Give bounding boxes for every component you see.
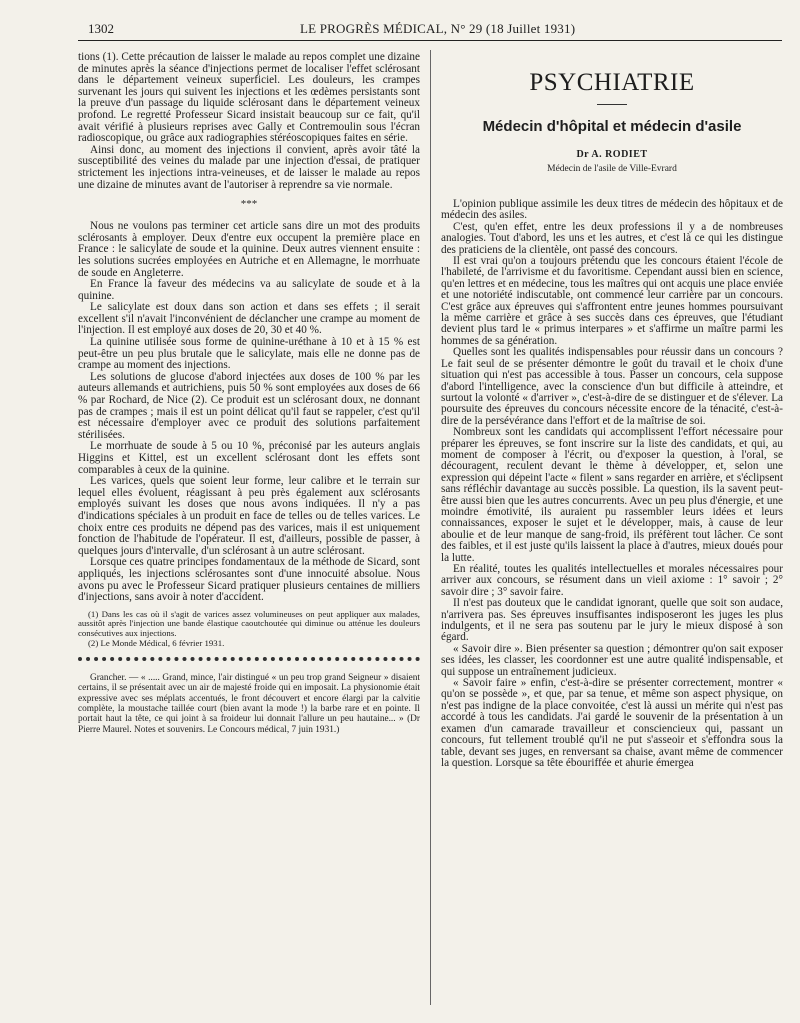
paragraph: C'est, qu'en effet, entre les deux professions il y a de nombreuses analogies. Tout d'abord, les uns et les autres, et c'est là ce qui les distingue des praticiens de la clientèle, ont passé des concours. xyxy=(441,220,783,256)
footnote: (2) Le Monde Médical, 6 février 1931. xyxy=(88,637,225,648)
footnotes xyxy=(78,610,420,648)
paragraph: Le morrhuate de soude à 5 ou 10 %, préconisé par les auteurs anglais Higgins et Kittel, est un excellent sclérosant dont les effets sont comparables à ceux de la quinine. xyxy=(78,440,420,476)
page-header xyxy=(88,20,782,38)
left-article-body xyxy=(78,52,420,604)
paragraph: Nombreux sont les candidats qui accomplissent l'effort nécessaire pour préparer les épreuves, se font inscrire sur la liste des candidats, et qui, au moment de composer à l'écrit, ou d'exposer la question, à l'oral, se découragent, reculent devant le thème à développer, et, selon une expression qui dépeint l'acte « filent » sans regarder en arrière, et s'éclipsent sans réfléchir davantage au succès possible. La question, ils la savent peut-être aussi bien que les autres concurrents. Avec un peu plus d'énergie, et une moindre émotivité, ils auraient pu rassembler leurs idées et leurs connaissances, exposer le sujet et le développer, mais, à cause de leur aboulie et de leur manque de sang-froid, ils préfèrent tout lâcher. Ce sont des faibles, et il est juste qu'ils laissent la place à d'autres, mieux doués pour la lutte. xyxy=(441,426,783,564)
excerpt-block xyxy=(78,673,420,735)
running-title: LE PROGRÈS MÉDICAL, N° 29 (18 Juillet 1931) xyxy=(300,21,576,36)
column-divider xyxy=(430,50,431,1005)
paragraph: Nous ne voulons pas terminer cet article sans dire un mot des produits sclérosants à employer. Deux d'entre eux occupent la première place en France : le salicylate de soude et la quinine. Deux autres viennent ensuite : les solutions sucrées employées en Autriche et en Allemagne, le morrhuate de soude en Angleterre. xyxy=(78,220,420,279)
paragraph: « Savoir dire ». Bien présenter sa question ; démontrer qu'on sait exposer ses idées, les classer, les coordonner est une autre qualité indispensable, et qui suppose un entraînement judicieux. xyxy=(441,642,783,678)
paragraph: Le salicylate est doux dans son action et dans ses effets ; il serait excellent s'il n'avait l'inconvénient de déclancher une crampe au moment de l'injection. Il est employé aux doses de 20, 30 et 40 %. xyxy=(78,301,420,337)
paragraph: En réalité, toutes les qualités intellectuelles et morales nécessaires pour arriver aux concours, se résument dans un vieil axiome : 1° savoir ; 2° savoir dire ; 3° savoir faire. xyxy=(441,563,783,598)
paragraph: tions (1). Cette précaution de laisser le malade au repos complet une dizaine de minutes après la séance d'injections permet de localiser l'effet sclérosant dans le département veineux superficiel. Les douleurs, les crampes survenant les jours qui suivent les injections et les œdèmes persistants sont la preuve d'un passage du liquide sclérosant dans le département veineux profond. Le regretté Professeur Sicard insistait beaucoup sur ce fait, qu'il avait vérifié à plusieurs reprises avec Gally et Contremoulin sous l'écran radioscopique, ou grâce aux radiographies stéréoscopiques faites en série. xyxy=(78,51,420,145)
paragraph: La quinine utilisée sous forme de quinine-uréthane à 10 et à 15 % est peut-être un peu plus brutale que le salicylate, mais elle ne donne pas de crampe au moment des injections. xyxy=(78,336,420,372)
article-title: Médecin d'hôpital et médecin d'asile xyxy=(482,118,742,135)
right-article-body xyxy=(441,199,783,769)
paragraph: Il est vrai qu'on a toujours prétendu que les concours étaient l'école de l'habileté, de l'arrivisme et du favoritisme. Cependant aussi bien en science, qu'en lettres et en médecine, tous les maîtres qui ont acquis une place enviée et une notoriété indiscutable, ont commencé leur carrière par un concours. C'est grâce aux épreuves qui s'affrontent entre jeunes hommes poursuivant la même carrière et grâce à ses succès dans ces épreuves, que l'étudiant devient plus tard le « primus interpares » et s'affirme un maître parmi les hommes de sa génération. xyxy=(441,255,783,347)
paragraph: Les solutions de glucose d'abord injectées aux doses de 100 % par les auteurs allemands et autrichiens, puis 50 % sont employées aux doses de 66 % par Rochard, de Nice (2). Ce produit est un sclérosant doux, ne donnant pas de crampes ; mais il est un point délicat qu'il faut se rappeler, c'est qu'il est nécessaire d'employer avec ce produit des solutions parfaitement stérilisées. xyxy=(78,370,420,441)
right-column xyxy=(441,52,783,769)
excerpt-text: Grancher. — « ..... Grand, mince, l'air distingué « un peu trop grand Seigneur » disaient certains, il se présentait avec un air de majesté froide qui en imposait. La physionomie était expressive avec ses méplats accentués, le front découvert et encore élargi par la calvitie complète, la moustache taillée court (bien avant la mode !) la barbe rare et en pointe. Il portait haut la tête, ce qui joint à sa froideur lui donnait l'allure un peu hautaine... » (Dr Pierre Maurel. Notes et souvenirs. Le Concours médical, 7 juin 1931.) xyxy=(78,673,420,735)
footnote: (1) Dans les cas où il s'agit de varices assez volumineuses on peut appliquer aux malades, aussitôt après l'injection une bande élastique caoutchoutée qui diminue ou atténue les douleurs consécutives aux injections. xyxy=(78,608,420,638)
dotted-separator xyxy=(78,657,420,665)
header-rule xyxy=(78,40,782,41)
section-break-stars: *** xyxy=(240,198,258,211)
page-number: 1302 xyxy=(88,21,114,36)
paragraph: Lorsque ces quatre principes fondamentaux de la méthode de Sicard, sont appliqués, les injections sclérosantes sont d'une innocuité absolue. Nous avons pu avec le Professeur Sicard pratiquer plusieurs centaines de milliers d'injections, sans avoir à noter d'accident. xyxy=(78,556,420,604)
paragraph: Quelles sont les qualités indispensables pour réussir dans un concours ? Le fait seul de se présenter démontre le goût du travail et le choix d'une situation qui n'est pas accessible à tous. Passer un concours, cela suppose d'abord l'intelligence, avec la conscience d'un but difficile à atteindre, et surtout la volonté « d'arriver », c'est-à-dire de se distinguer et de s'élever. La poursuite des épreuves du concours nécessite encore de la ténacité, c'est-à-dire de la persévérance dans l'effort et de la maîtrise de soi. xyxy=(441,346,783,427)
section-title: PSYCHIATRIE xyxy=(529,69,695,96)
paragraph: « Savoir faire » enfin, c'est-à-dire se présenter correctement, montrer « qu'on se possède », et que, par sa tenue, et même son aspect physique, on n'est pas indigne de la place convoitée, c'est là aussi un mérite qui n'est pas accordé à tous les candidats. J'ai gardé le souvenir de la présentation à un examen d'un camarade travailleur et consciencieux qui, passant un concours, fut tellement troublé qu'il ne put s'asseoir et s'effondra sous la table, devant ses juges, en renversant sa chaise, avant même de commencer la question. Lorsque sa tête ébouriffée et ahurie émergea xyxy=(441,677,783,769)
paragraph: Les varices, quels que soient leur forme, leur calibre et le terrain sur lequel elles évoluent, réagissant à peu près également aux sclérosants employés suivant les doses que nous avons indiquées. Il n'y a pas d'indications spéciales à un produit en face de telles ou de telles varices. Le choix entre ces produits ne dépend pas des varices, mais il est uniquement fonction de l'habitude de l'opérateur. Il est, d'ailleurs, possible de passer, à quelques jours d'intervalle, d'un sclérosant à un autre sclérosant. xyxy=(78,475,420,557)
left-column xyxy=(78,52,420,735)
author-name: Dr A. RODIET xyxy=(576,149,648,160)
title-rule xyxy=(597,104,627,105)
paragraph: Il n'est pas douteux que le candidat ignorant, quelle que soit son audace, n'arrivera pas. Ses épreuves insuffisantes indisposeront les juges les plus indulgents, et il ne sera pas soutenu par le jury le mieux disposé à son égard. xyxy=(441,597,783,644)
paragraph: Ainsi donc, au moment des injections il convient, après avoir tâté la susceptibilité des veines du malade par une injection d'essai, de pratiquer strictement les injections intra-veineuses, et de laisser le malade au repos une dizaine de minutes avant de l'autoriser à reprendre sa vie normale. xyxy=(78,143,420,191)
paragraph: En France la faveur des médecins va au salicylate de soude et à la quinine. xyxy=(78,278,420,302)
author-affiliation: Médecin de l'asile de Ville-Evrard xyxy=(547,164,677,174)
paragraph: L'opinion publique assimile les deux titres de médecin des hôpitaux et de médecin des asiles. xyxy=(441,198,783,222)
